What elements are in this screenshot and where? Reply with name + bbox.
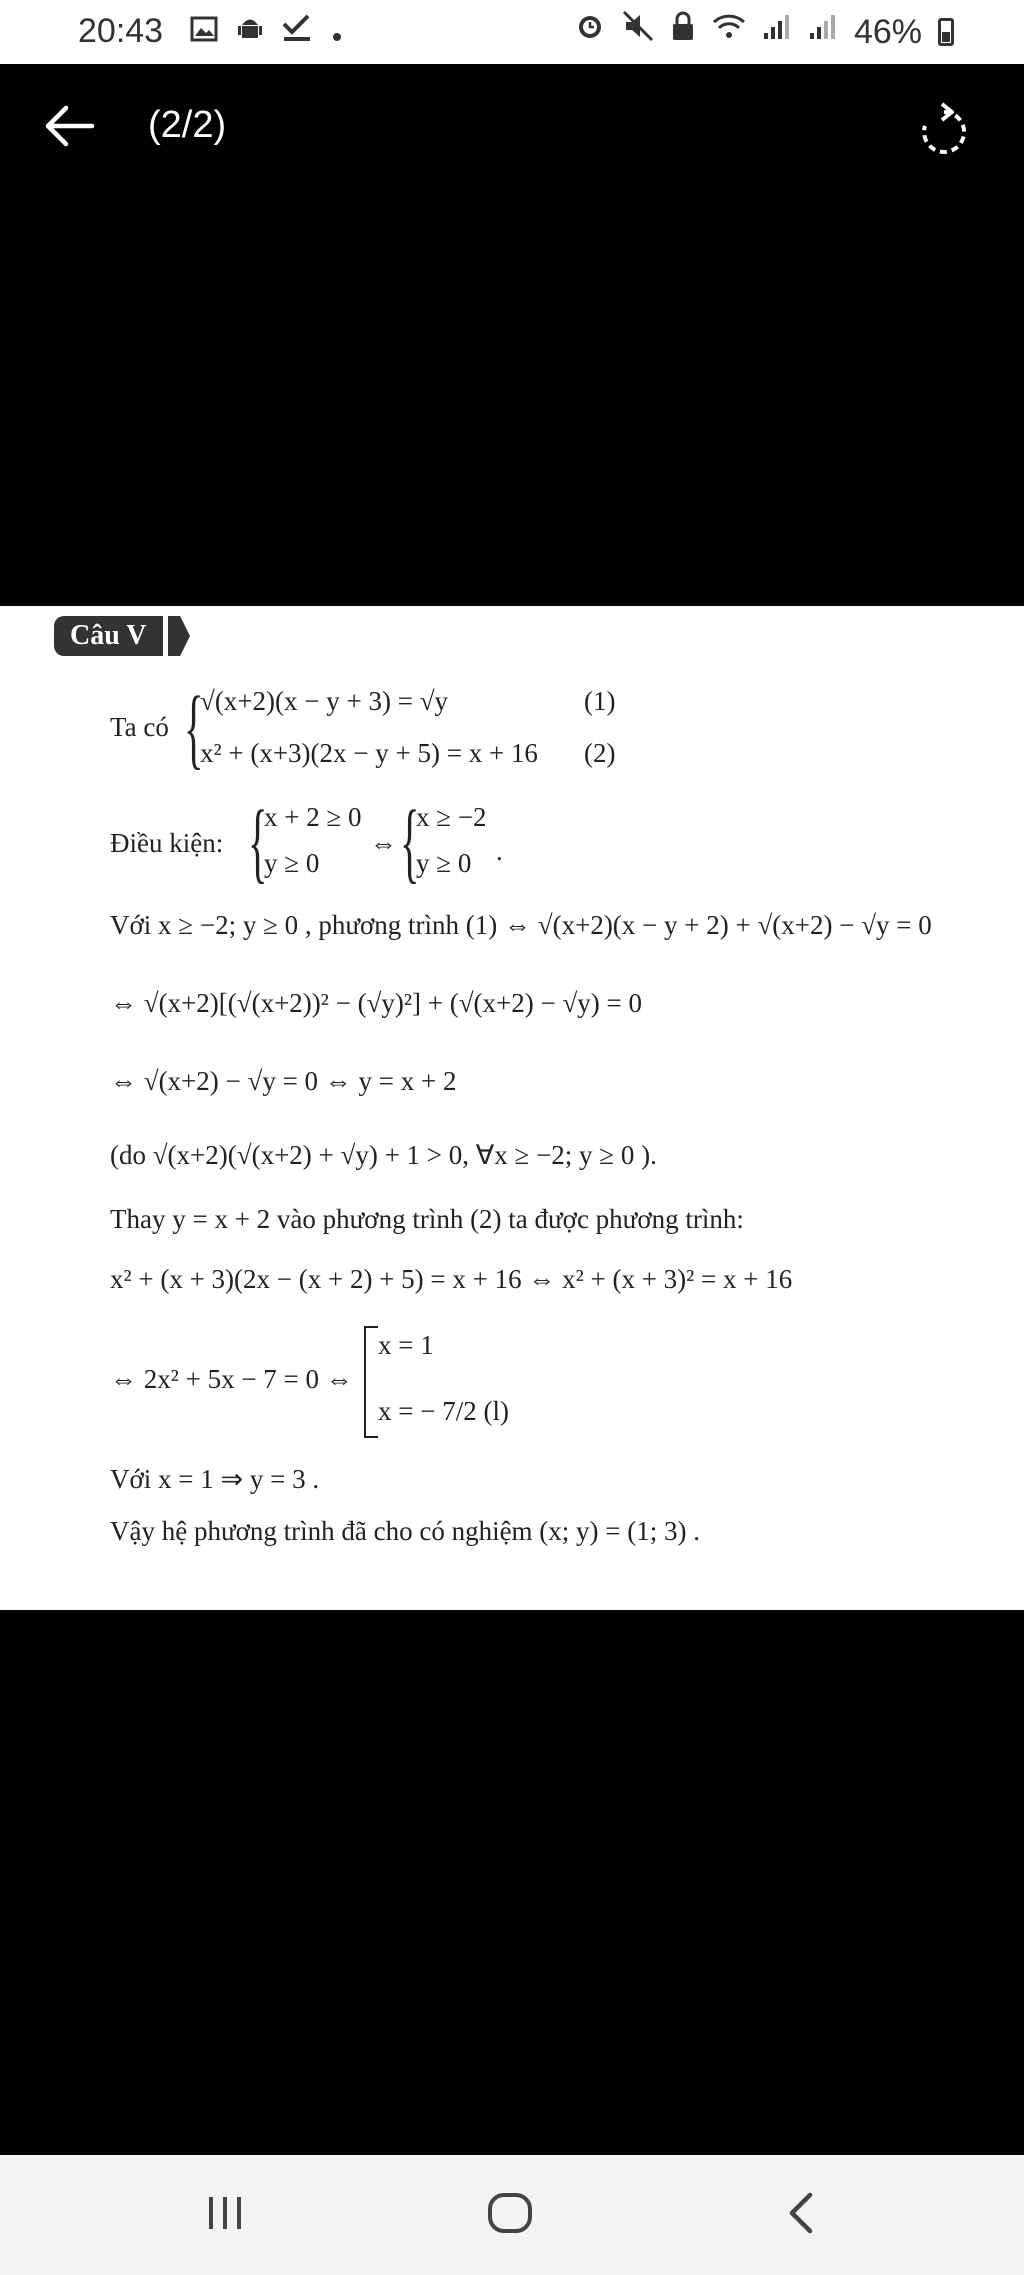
lock-icon bbox=[670, 10, 696, 53]
mute-icon bbox=[622, 10, 654, 53]
text-ta-co: Ta có bbox=[110, 712, 169, 742]
condition-end: . bbox=[496, 836, 503, 866]
solution-bracket bbox=[364, 1326, 378, 1438]
status-left-icons bbox=[190, 14, 342, 51]
condition-1: x + 2 ≥ 0 bbox=[264, 802, 362, 832]
wifi-icon bbox=[712, 12, 746, 52]
nav-back-button[interactable] bbox=[782, 2189, 822, 2237]
chevron-left-icon bbox=[782, 2189, 822, 2237]
text-line-c: (do √(x+2)(√(x+2) + √y) + 1 > 0, ∀x ≥ −2; y ≥ 0 ). bbox=[110, 1140, 657, 1170]
text-line-f: ⇔ 2x² + 5x − 7 = 0 ⇔ bbox=[110, 1364, 353, 1394]
battery-level: 46% bbox=[853, 12, 922, 51]
rotate-icon bbox=[912, 100, 976, 164]
equation-2: x² + (x+3)(2x − y + 5) = x + 16 bbox=[200, 738, 538, 768]
signal-icon bbox=[762, 12, 792, 52]
recent-apps-icon bbox=[205, 2193, 245, 2233]
system-brace: { bbox=[184, 679, 204, 778]
arrow-left-icon bbox=[38, 94, 102, 158]
text-line-e: x² + (x + 3)(2x − (x + 2) + 5) = x + 16 ⇔ x² + (x + 3)² = x + 16 bbox=[110, 1264, 793, 1294]
check-icon bbox=[282, 14, 312, 51]
text-dieu-kien: Điều kiện: bbox=[110, 828, 224, 858]
text-line-voi: Với x ≥ −2; y ≥ 0 , phương trình (1) ⇔ √(x+2)(x − y + 2) + √(x+2) − √y = 0 bbox=[110, 910, 932, 940]
section-badge: Câu V bbox=[54, 616, 163, 656]
text-line-g: Với x = 1 ⇒ y = 3 . bbox=[110, 1464, 320, 1494]
app-bar bbox=[0, 64, 1024, 194]
battery-icon bbox=[938, 18, 954, 46]
condition-equiv: ⇔ bbox=[370, 828, 397, 858]
text-line-h: Vậy hệ phương trình đã cho có nghiệm (x; y) = (1; 3) . bbox=[110, 1516, 701, 1546]
equation-1-number: (1) bbox=[584, 686, 616, 716]
status-bar bbox=[0, 0, 1024, 64]
text-line-a: ⇔ √(x+2)[(√(x+2))² − (√y)²] + (√(x+2) − √y) = 0 bbox=[110, 988, 642, 1018]
android-icon bbox=[238, 14, 262, 51]
home-button[interactable] bbox=[488, 2193, 532, 2233]
section-badge-tip bbox=[168, 616, 190, 656]
gallery-icon bbox=[190, 15, 218, 51]
document-page bbox=[0, 606, 1024, 1610]
text-line-b: ⇔ √(x+2) − √y = 0 ⇔ y = x + 2 bbox=[110, 1066, 457, 1096]
back-button[interactable] bbox=[38, 94, 102, 158]
recent-apps-button[interactable] bbox=[205, 2193, 245, 2233]
dot-icon bbox=[332, 15, 342, 51]
condition-brace-2: { bbox=[400, 793, 420, 892]
rotate-button[interactable] bbox=[912, 100, 976, 164]
condition-brace: { bbox=[248, 793, 268, 892]
signal-icon bbox=[808, 12, 838, 52]
equation-2-number: (2) bbox=[584, 738, 616, 768]
navigation-bar bbox=[0, 2155, 1024, 2275]
solution-2: x = − 7/2 (l) bbox=[378, 1396, 509, 1426]
condition-2: y ≥ 0 bbox=[264, 848, 320, 878]
text-line-d: Thay y = x + 2 vào phương trình (2) ta được phương trình: bbox=[110, 1204, 744, 1234]
condition-3: x ≥ −2 bbox=[416, 802, 487, 832]
status-right-icons bbox=[574, 10, 954, 53]
status-time: 20:43 bbox=[78, 12, 164, 50]
alarm-icon bbox=[574, 10, 606, 53]
solution-1: x = 1 bbox=[378, 1330, 434, 1360]
page-indicator: (2/2) bbox=[148, 104, 227, 146]
equation-1: √(x+2)(x − y + 3) = √y bbox=[200, 686, 449, 716]
condition-4: y ≥ 0 bbox=[416, 848, 472, 878]
